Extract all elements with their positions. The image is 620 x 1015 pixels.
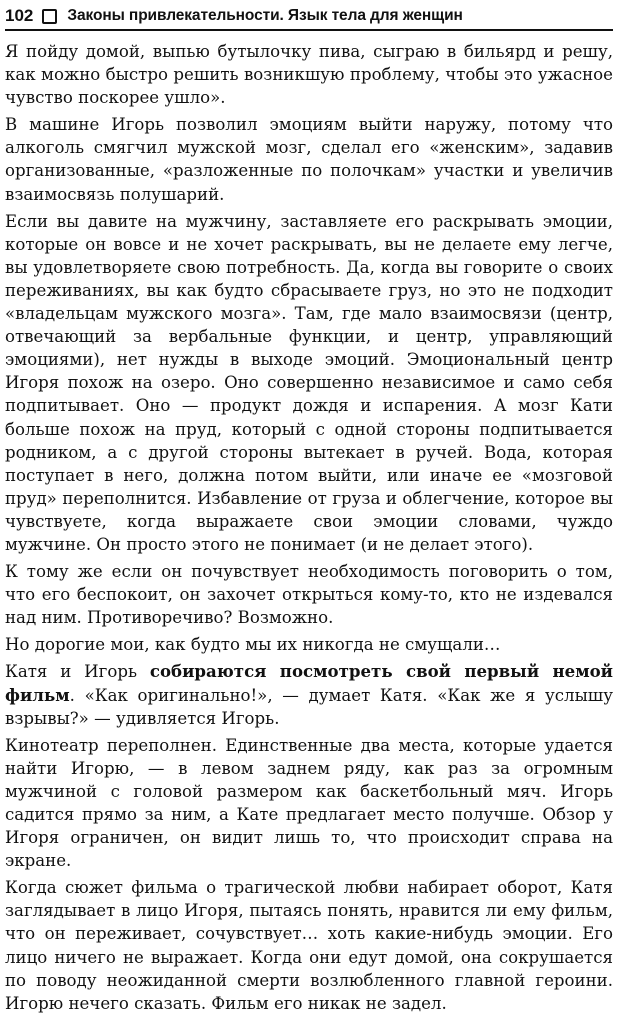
paragraph: В машине Игорь позволил эмоциям выйти наружу, потому что алкоголь смягчил мужской мозг, сделал его «женским», задавив организованные, «разложенные по полочкам» участки и увеличив взаимосвязь полушарий. <box>5 115 613 204</box>
running-title: Законы привлекательности. Язык тела для женщин <box>67 7 463 24</box>
film-lead: Катя и Игорь <box>5 662 150 682</box>
paragraph: Когда сюжет фильма о трагической любви набирает оборот, Катя заглядывает в лицо Игоря, пытаясь понять, нравится ли ему фильм, что он переживает, сочувствует… хоть какие-нибудь эмоции. Его лицо ничего не выражает. Когда они едут домой, она сокрушается по поводу неожиданной смерти возлюбленного главной героини. Игорю нечего сказать. Фильм его никак не задел. <box>5 878 613 1013</box>
paragraph: К тому же если он почувствует необходимость поговорить о том, что его беспокоит, он захочет открыться кому-то, кто не издевался над ним. Противоречиво? Возможно. <box>5 562 613 628</box>
paragraph: Я пойду домой, выпью бутылочку пива, сыграю в бильярд и решу, как можно быстро решить возникшую проблему, чтобы это ужасное чувство поскорее ушло». <box>5 42 613 108</box>
paragraph: Кинотеатр переполнен. Единственные два места, которые удается найти Игорю, — в левом заднем ряду, как раз за огромным мужчиной с головой размером как баскетбольный мяч. Игорь садится прямо за ним, а Кате предлагает место получше. Обзор у Игоря ограничен, он видит лишь то, что происходит справа на экране. <box>5 735 613 871</box>
film-rest: . «Как оригинально!», — думает Катя. «Как же я услышу взрывы?» — удивляется Игорь. <box>5 685 613 728</box>
page-header <box>5 3 613 31</box>
page-body <box>5 40 613 1015</box>
page-number: 102 <box>5 6 34 25</box>
book-page <box>0 3 620 1013</box>
film-emphasis: собираются посмотреть свой первый немой фильм <box>5 661 613 705</box>
square-bullet-icon <box>42 9 57 24</box>
paragraph: Но дорогие мои, как будто мы их никогда не смущали… <box>5 635 501 655</box>
film-paragraph <box>5 660 613 729</box>
paragraph: Если вы давите на мужчину, заставляете его раскрывать эмоции, которые он вовсе и не хочет раскрывать, вы не делаете ему легче, вы удовлетворяете свою потребность. Да, когда вы говорите о своих переживаниях, вы как будто сбрасываете груз, но это не подходит «владельцам мужского мозга». Там, где мало взаимосвязи (центр, отвечающий за вербальные функции, и центр, управляющий эмоциями), нет нужды в выходе эмоций. Эмоциональный центр Игоря похож на озеро. Оно совершенно независимое и само себя подпитывает. Оно — продукт дождя и испарения. А мозг Кати больше похож на пруд, который с одной стороны подпитывается родником, а с другой стороны вытекает в ручей. Вода, которая поступает в него, должна потом выйти, или иначе ее «мозговой пруд» переполнится. Избавление от груза и облегчение, которое вы чувствуете, когда выражаете свои эмоции словами, чуждо мужчине. Он просто этого не понимает (и не делает этого). <box>5 211 613 554</box>
